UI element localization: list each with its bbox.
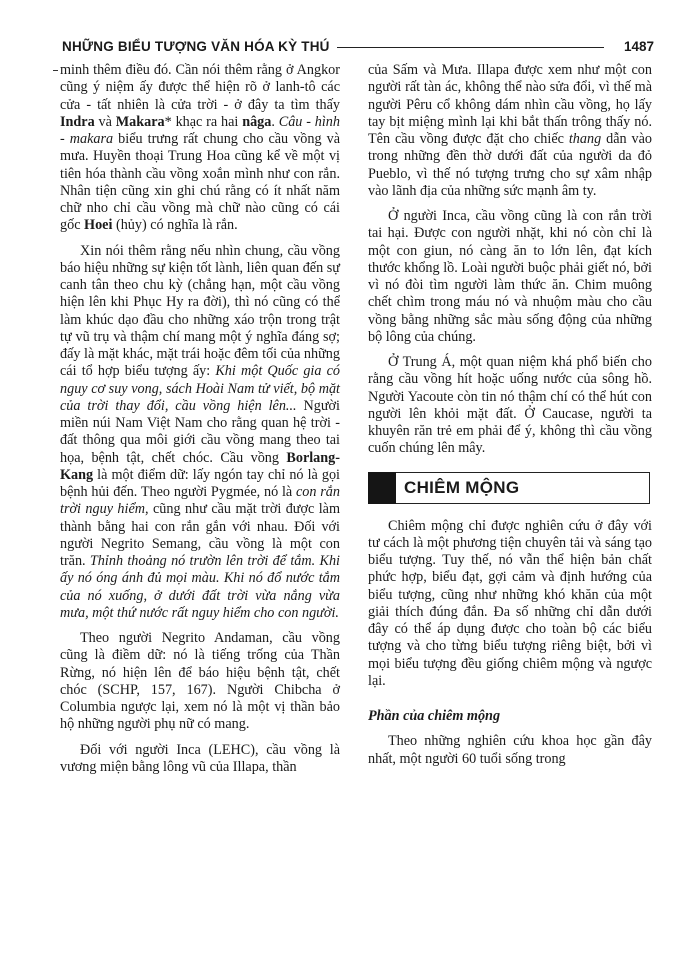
paragraph: minh thêm điều đó. Cần nói thêm rằng ở Angkor cũng ý niệm ấy được thể hiện rõ ở lanh-tô các cửa - tất nhiên là cửa trời - ở đây ta tìm thấy Indra và Makara* khạc ra hai nâga. Câu - hình - makara biểu trưng rất chung cho cầu vồng và mưa. Huyền thoại Trung Hoa cũng kể về một vị tiên hóa thành cầu vồng xoắn mình như con rắn. Nhân tiện cũng xin ghi chú rằng có ít nhất năm chữ nho chỉ cầu vồng mà chữ nào cũng có cái gốc Hoei (hủy) có nghĩa là rắn.: [60, 62, 341, 234]
page-header: [62, 38, 654, 58]
section-title: CHIÊM MỘNG: [404, 477, 520, 497]
paragraph: Ở Trung Á, một quan niệm khá phổ biến cho rằng cầu vồng hít hoặc uống nước của sông hồ. Người Yacoute còn tin nó thậm chí có thể hút con người lên khỏi mặt đất. Ở Caucase, người ta khuyên răn trẻ em phải để ý, không thì cầu vồng cuốn chúng lên mây.: [368, 354, 652, 457]
left-column: [60, 62, 340, 776]
running-title: NHỮNG BIỂU TƯỢNG VĂN HÓA KỲ THÚ: [62, 39, 330, 54]
paragraph: Xin nói thêm rằng nếu nhìn chung, cầu vồng báo hiệu những sự kiện tốt lành, liên quan đến sự canh tân theo chu kỳ (chẳng hạn, một cầu vồng hiện lên khi Phục Hy ra đời), thì nó cũng có thể làm khúc dạo đầu cho những xáo trộn trong trật tự vũ trụ và thậm chí mang một ý nghĩa đáng sợ; đấy là mặt khác, mặt trái hoặc đêm tối của những cái tổ hợp biểu tượng ấy: Khi một Quốc gia có nguy cơ suy vong, sách Hoài Nam tử viết, bộ mặt của trời thay đổi, cầu vồng hiện lên... Người miền núi Nam Việt Nam cho rằng quan hệ trời - đất thông qua môi giới cầu vồng mang theo tai họa, bệnh tật, chết chóc. Cầu vồng Borlang-Kang là một điểm dữ: lấy ngón tay chỉ nó là gọi bệnh hủi đến. Theo người Pygmée, nó là con rắn trời nguy hiểm, cũng như cầu mặt trời được làm thành bằng hai con rắn gắn với nhau. Đối với người Negrito Semang, cầu vồng là một con trăn. Thỉnh thoảng nó trườn lên trời để tắm. Khi ấy nó óng ánh đủ mọi màu. Khi nó đổ nước tắm của nó xuống, ở dưới đất trời vừa nắng vừa mưa, một thứ nước rất nguy hiểm cho con người.: [60, 242, 341, 621]
paragraph: Theo những nghiên cứu khoa học gần đây nhất, một người 60 tuổi sống trong: [368, 733, 652, 767]
header-rule: [337, 47, 604, 48]
paragraph: Chiêm mộng chỉ được nghiên cứu ở đây với tư cách là một phương tiện chuyên tải và sáng tạo biểu tượng. Tuy thế, nó vẫn thể hiện bản chất phức hợp, biểu đạt, gợi cảm và định hướng của biểu tượng, cũng như những khó khăn của một giải thích đúng đắn. Đa số những chỉ dẫn dưới đây có thể áp dụng được cho toàn bộ các biểu tượng và cho từng biểu tượng riêng biệt, bởi vì mọi biểu tượng đều giống chiêm mộng và ngược lại.: [368, 517, 652, 689]
paragraph: Ở người Inca, cầu vồng cũng là con rắn trời tai hại. Được con người nhặt, khi nó còn chỉ là một con giun, nó càng ăn to lớn lên, đạt kích thước khổng lồ. Loài người buộc phải giết nó, bởi vì nó đòi tìm người làm thức ăn. Chim muông chết chìm trong máu nó và nhuộm màu cho cầu vồng bằng những sắc màu sống động của những bộ lông của chúng.: [368, 208, 652, 345]
paragraph: Đối với người Inca (LEHC), cầu vồng là vương miện bằng lông vũ của Illapa, thần: [60, 741, 340, 775]
page-number: 1487: [623, 39, 654, 54]
paragraph: Theo người Negrito Andaman, cầu vồng cũng là điềm dữ: nó là tiếng trống của Thần Rừng, nó hiện lên để báo hiệu bệnh tật, chết chóc (SCHP, 157, 167). Người Chibcha ở Columbia ngược lại, xem nó là một vị thần bảo hộ những người phụ nữ có mang.: [60, 630, 340, 733]
subheading: Phần của chiêm mộng: [368, 708, 501, 724]
margin-mark: [53, 70, 58, 71]
paragraph: của Sấm và Mưa. Illapa được xem như một con người rất tàn ác, không thể nào sửa đổi, vì thế mà người Pêru cổ không dám nhìn cầu vồng, họ lấy tay bịt miệng mình lại khi bắt thấn trông thấy nó. Tên cầu vồng được đặt cho chiếc thang dẫn vào trong những đền thờ dưới đất của người da đỏ Pueblo, vì thế nó tượng trưng cho sự xâm nhập vào lãnh địa của những sức mạnh âm ty.: [368, 62, 652, 199]
section-heading: [368, 472, 652, 506]
section-heading-marker: [368, 472, 396, 504]
right-column: [368, 62, 652, 768]
